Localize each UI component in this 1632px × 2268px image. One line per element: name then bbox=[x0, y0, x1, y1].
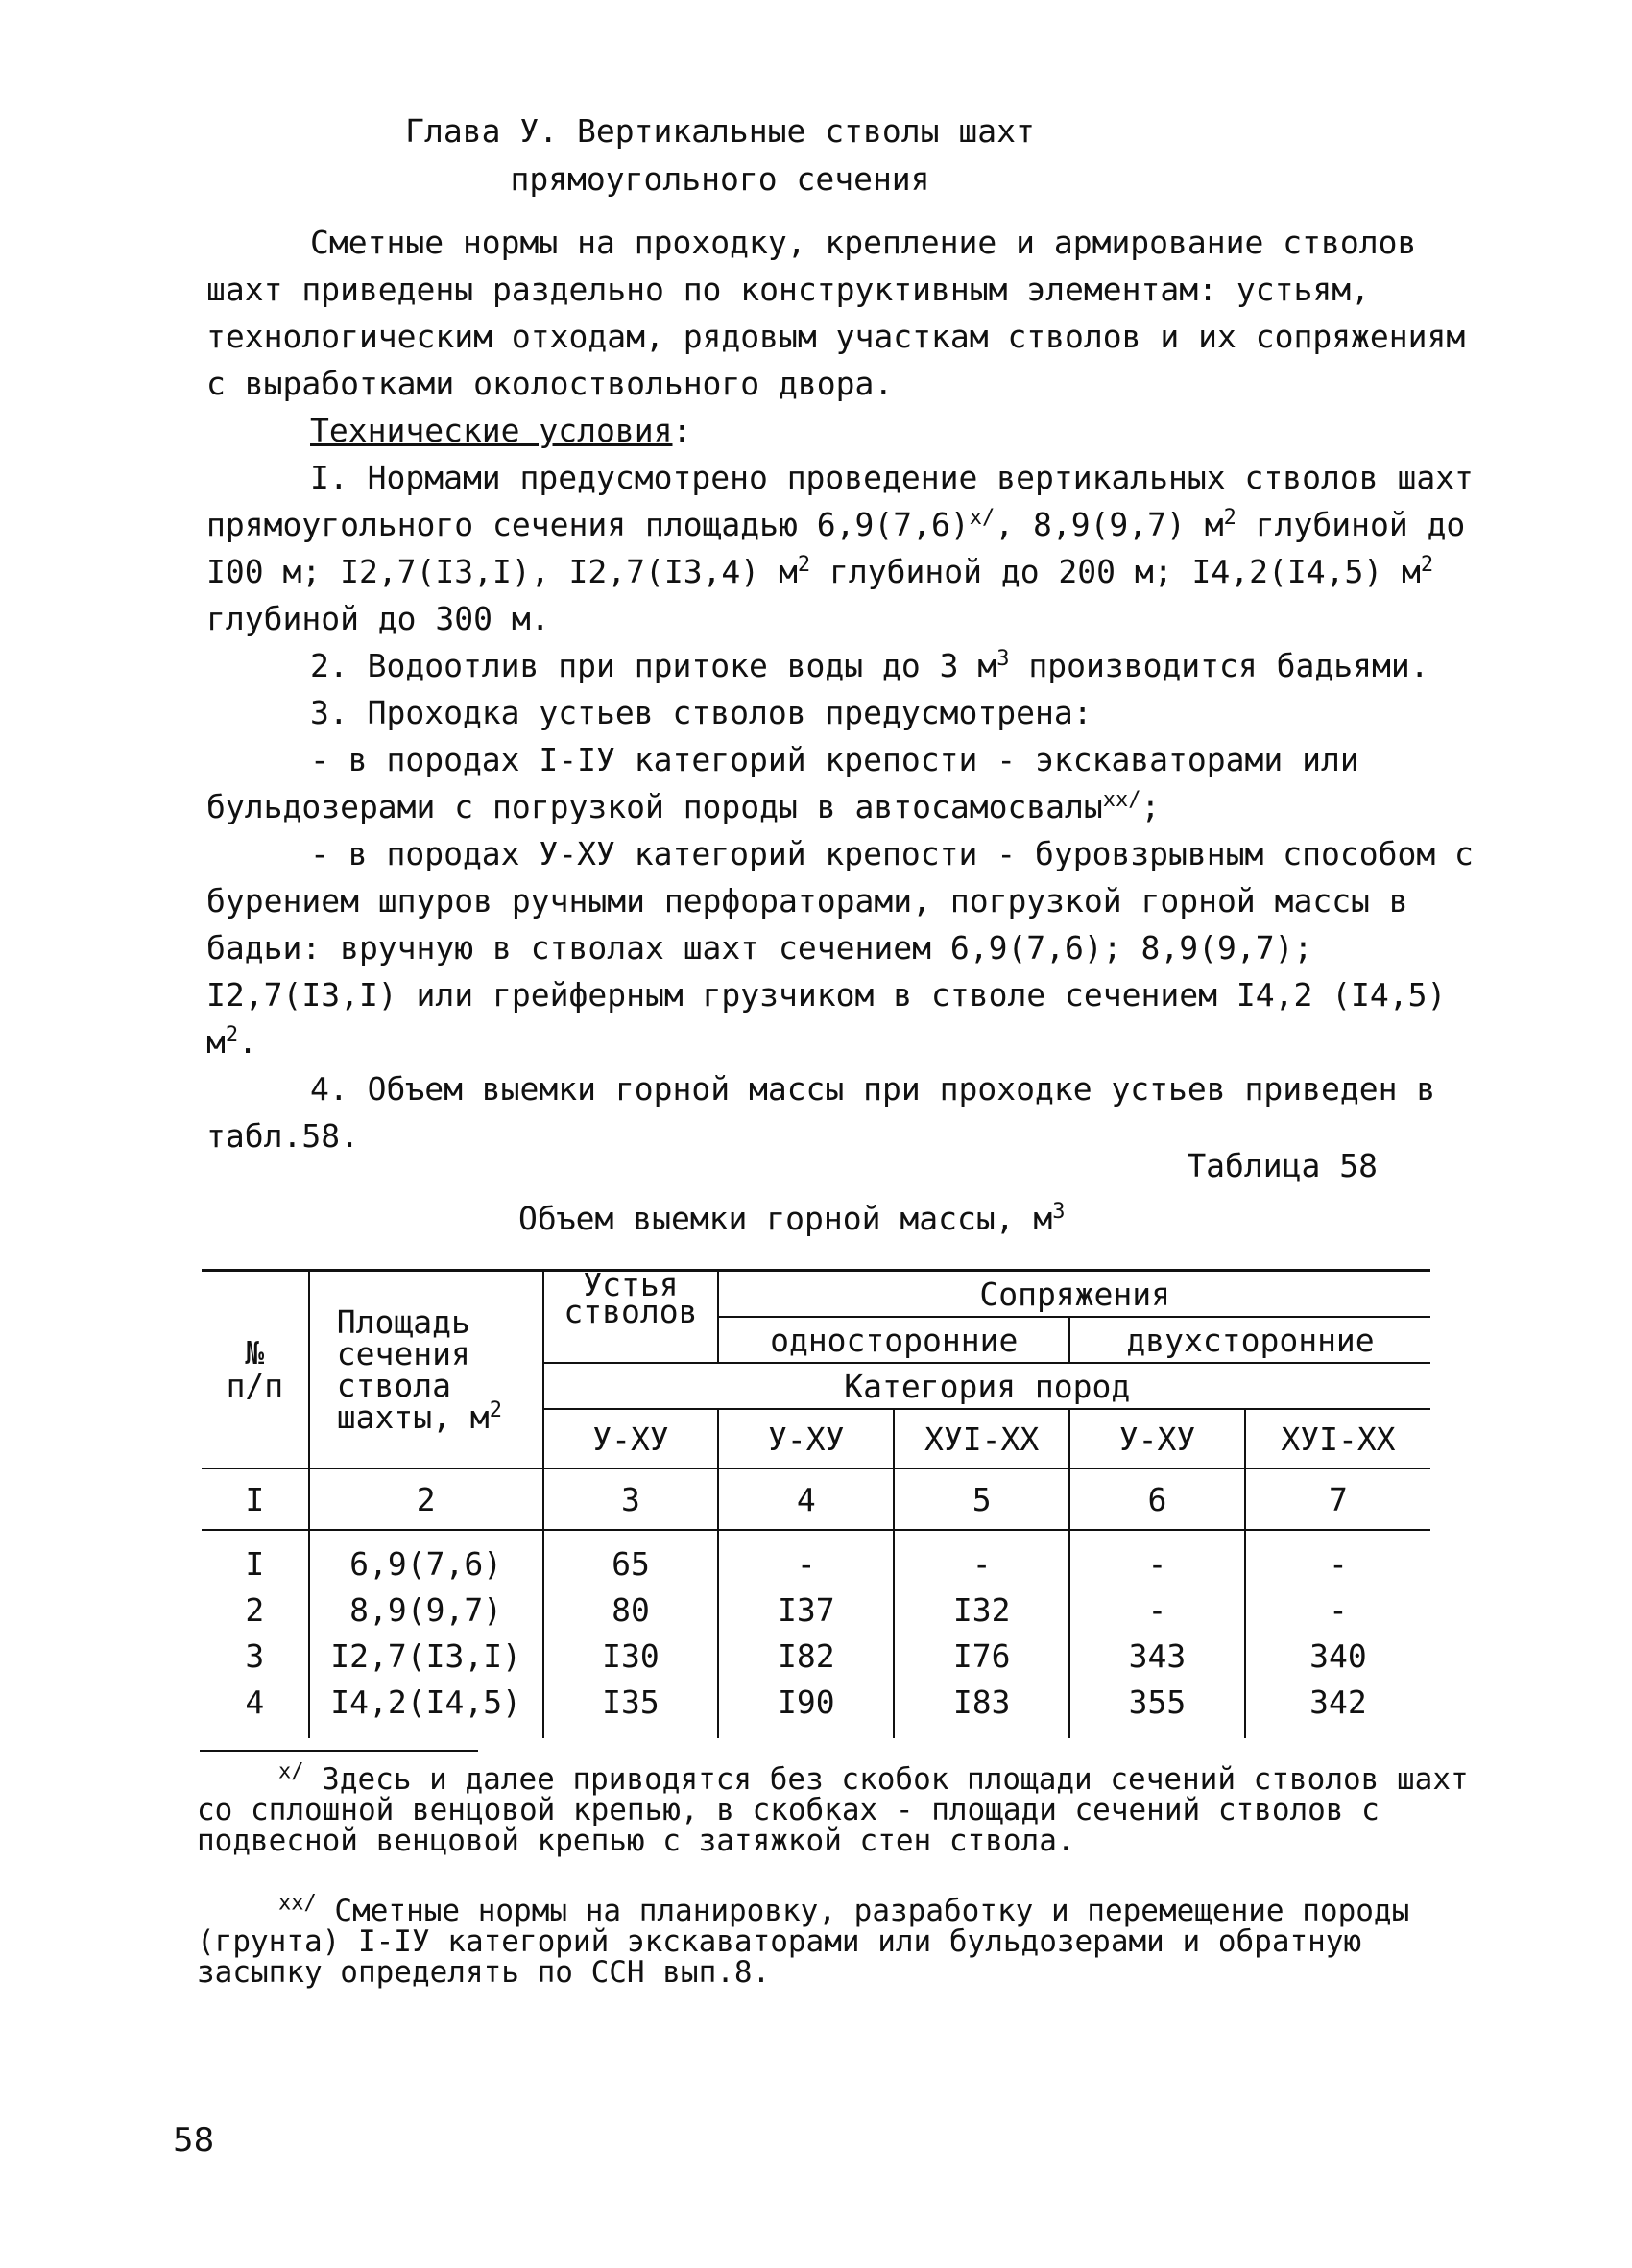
table-cell: 80 bbox=[543, 1587, 719, 1633]
unit-exponent: 2 bbox=[489, 1398, 502, 1422]
table-cell: 343 bbox=[1069, 1633, 1245, 1679]
item-2-text-a: 2. Водоотлив при притоке воды до 3 м bbox=[310, 647, 997, 684]
chapter-title-line-2: прямоугольного сечения bbox=[510, 160, 930, 198]
table-cell: I35 bbox=[543, 1679, 719, 1738]
header-area-line-1: Площадь bbox=[336, 1303, 470, 1341]
column-number: I bbox=[202, 1468, 309, 1530]
intro-paragraph: Сметные нормы на проходку, крепление и армирование стволов шахт приведены раздельно по конструктивным элементам: устьям, технологическим отходам, рядовым участкам стволов и их сопряжениям с выработками околоствольного двора. bbox=[206, 224, 1466, 402]
item-1 bbox=[206, 454, 1474, 642]
tech-conditions-label: Технические условия bbox=[310, 412, 673, 449]
table-row bbox=[202, 1587, 1430, 1633]
tech-conditions-colon: : bbox=[672, 412, 692, 449]
category-col-5: ХУI-ХХ bbox=[894, 1409, 1069, 1468]
table-row bbox=[202, 1530, 1430, 1587]
footnote-ref-2: хх/ bbox=[1102, 788, 1141, 812]
unit-exponent: 3 bbox=[996, 647, 1010, 671]
unit-exponent: 2 bbox=[797, 553, 811, 577]
header-section-area bbox=[309, 1271, 543, 1469]
column-number: 3 bbox=[543, 1468, 719, 1530]
item-3-lead: 3. Проходка устьев стволов предусмотрена: bbox=[310, 694, 1092, 731]
table-cell: I37 bbox=[718, 1587, 894, 1633]
item-1-text-b: , 8,9(9,7) м bbox=[995, 506, 1224, 543]
item-1-text-a: I. Нормами предусмотрено проведение вертикальных стволов шахт прямоугольного сечения площадью 6,9(7,6) bbox=[206, 459, 1474, 543]
header-conjunctions: Сопряжения bbox=[718, 1271, 1430, 1318]
footnote-ref-1: х/ bbox=[969, 506, 996, 530]
item-1-text-c: глубиной до I00 м; I2,7(I3,I), I2,7(I3,4) м bbox=[206, 506, 1466, 590]
header-rock-category: Категория пород bbox=[543, 1363, 1430, 1409]
table-row bbox=[202, 1679, 1430, 1738]
item-1-text-d: глубиной до 200 м; I4,2(I4,5) м bbox=[810, 553, 1421, 590]
unit-exponent: 2 bbox=[1223, 506, 1236, 530]
item-3-bullet-1-text: - в породах I-IУ категорий крепости - экскаваторами или бульдозерами с погрузкой породы в автосамосвалы bbox=[206, 741, 1359, 825]
table-cell: I76 bbox=[894, 1633, 1069, 1679]
footnote-divider bbox=[200, 1750, 478, 1752]
table-cell: - bbox=[1069, 1587, 1245, 1633]
table-cell: I83 bbox=[894, 1679, 1069, 1738]
table-cell: I2,7(I3,I) bbox=[309, 1633, 543, 1679]
header-mouths-line-1: Устья bbox=[583, 1266, 679, 1303]
footnote-1 bbox=[197, 1759, 1483, 1858]
footnote-2-text: Сметные нормы на планировку, разработку и перемещение породы (грунта) I-IУ категорий экскаваторами или бульдозерами и обратную засыпку определять по ССН вып.8. bbox=[197, 1894, 1410, 1990]
table-cell: I32 bbox=[894, 1587, 1069, 1633]
unit-exponent: 2 bbox=[225, 1023, 239, 1047]
item-1-text-e: глубиной до 300 м. bbox=[206, 600, 550, 637]
column-number: 6 bbox=[1069, 1468, 1245, 1530]
unit-exponent: 3 bbox=[1052, 1200, 1066, 1224]
item-2 bbox=[206, 642, 1474, 689]
chapter-title-line-1: Глава У. Вертикальные стволы шахт bbox=[405, 112, 1035, 150]
table-cell: I4,2(I4,5) bbox=[309, 1679, 543, 1738]
item-3-bullet-2 bbox=[206, 830, 1474, 1065]
footnote-2-mark: хх/ bbox=[278, 1891, 317, 1916]
table-cell: - bbox=[1069, 1530, 1245, 1587]
item-3-bullet-1-end: ; bbox=[1140, 788, 1161, 825]
table-cell: 6,9(7,6) bbox=[309, 1530, 543, 1587]
header-mouths-line-2: стволов bbox=[564, 1293, 698, 1330]
table-cell: I82 bbox=[718, 1633, 894, 1679]
table-cell: 355 bbox=[1069, 1679, 1245, 1738]
item-3-bullet-2-end: . bbox=[238, 1023, 257, 1061]
column-number: 2 bbox=[309, 1468, 543, 1530]
table-caption-text: Объем выемки горной массы, м bbox=[518, 1200, 1053, 1237]
table-cell: I bbox=[202, 1530, 309, 1587]
table-cell: - bbox=[718, 1530, 894, 1587]
footnote-1-mark: х/ bbox=[278, 1759, 304, 1784]
category-col-3: У-ХУ bbox=[543, 1409, 719, 1468]
body-text bbox=[206, 219, 1474, 1159]
table-cell: I90 bbox=[718, 1679, 894, 1738]
header-shaft-mouths bbox=[543, 1266, 719, 1364]
header-row-number bbox=[202, 1271, 309, 1469]
unit-exponent: 2 bbox=[1420, 553, 1434, 577]
category-col-4: У-ХУ bbox=[718, 1409, 894, 1468]
header-area-line-4: шахты, м bbox=[336, 1398, 490, 1436]
category-col-6: У-ХУ bbox=[1069, 1409, 1245, 1468]
table-row bbox=[202, 1633, 1430, 1679]
table-cell: 340 bbox=[1309, 1636, 1367, 1675]
table-cell: 2 bbox=[202, 1587, 309, 1633]
column-number: 5 bbox=[894, 1468, 1069, 1530]
item-3-bullet-1 bbox=[206, 736, 1474, 830]
page-number: 58 bbox=[173, 2121, 215, 2160]
item-3-bullet-2-text: - в породах У-ХУ категорий крепости - буровзрывным способом с бурением шпуров ручными перфораторами, погрузкой горной массы в бадьи: вручную в стволах шахт сечением 6,9(7,6); 8,9(9,7); I2,7(I3,I) или грейферным грузчиком в стволе сечением I4,2 (I4,5) м bbox=[206, 835, 1474, 1061]
header-number-abbr: п/п bbox=[226, 1367, 284, 1404]
header-number-sign: № bbox=[245, 1334, 265, 1372]
table-caption bbox=[518, 1200, 1066, 1237]
table-number: Таблица 58 bbox=[1187, 1147, 1378, 1184]
footnote-2 bbox=[197, 1891, 1483, 1990]
header-area-line-2: сечения bbox=[336, 1335, 470, 1373]
table-cell: - bbox=[1329, 1590, 1348, 1629]
table-cell: 342 bbox=[1309, 1683, 1367, 1721]
table-cell: 3 bbox=[202, 1633, 309, 1679]
volume-table bbox=[202, 1266, 1430, 1738]
column-number-row bbox=[202, 1468, 1430, 1530]
category-col-7: ХУI-ХХ bbox=[1281, 1420, 1396, 1458]
table-cell: 8,9(9,7) bbox=[309, 1587, 543, 1633]
table-cell: - bbox=[894, 1530, 1069, 1587]
header-two-sided: двухсторонние bbox=[1069, 1317, 1430, 1363]
table-cell: 4 bbox=[202, 1679, 309, 1738]
item-2-text-b: производится бадьями. bbox=[1009, 647, 1429, 684]
footnote-1-text: Здесь и далее приводятся без скобок площади сечений стволов шахт со сплошной венцовой крепью, в скобках - площади сечений стволов с подвесной венцовой крепью с затяжкой стен ствола. bbox=[197, 1762, 1469, 1858]
table-cell: I30 bbox=[543, 1633, 719, 1679]
header-area-line-3: ствола bbox=[336, 1367, 451, 1404]
table-cell: 65 bbox=[543, 1530, 719, 1587]
item-4: 4. Объем выемки горной массы при проходке устьев приведен в табл.58. bbox=[206, 1070, 1436, 1155]
column-number: 7 bbox=[1245, 1468, 1430, 1530]
column-number: 4 bbox=[718, 1468, 894, 1530]
header-one-sided: односторонние bbox=[718, 1317, 1069, 1363]
chapter-title bbox=[192, 107, 1248, 203]
table-cell: - bbox=[1329, 1544, 1348, 1583]
tech-conditions-heading bbox=[206, 407, 1474, 454]
